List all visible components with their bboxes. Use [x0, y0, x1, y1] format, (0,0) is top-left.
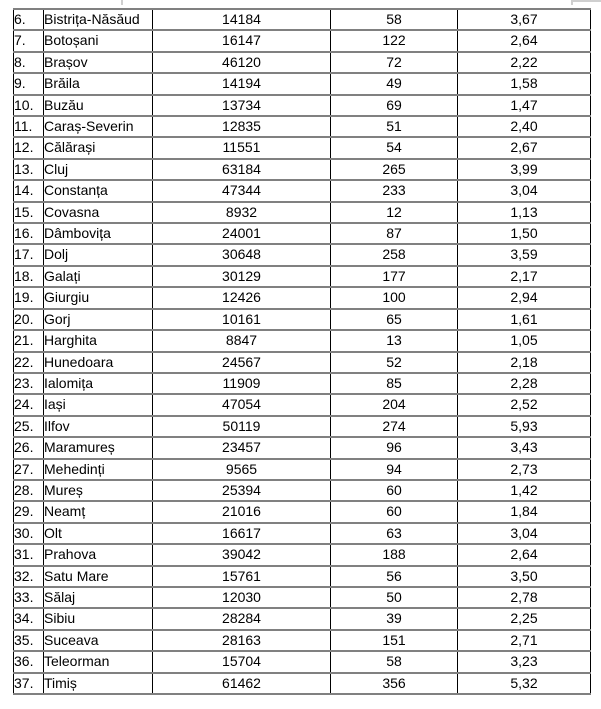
cell-county-name: Suceava — [44, 630, 153, 651]
cell-row-number: 19. — [14, 287, 44, 308]
cell-value-3: 2,78 — [458, 587, 591, 608]
cell-value-3: 2,28 — [458, 373, 591, 394]
cell-county-name: Covasna — [44, 202, 153, 223]
cell-value-2: 151 — [331, 630, 458, 651]
cell-value-1: 28284 — [153, 608, 331, 629]
cell-value-2: 265 — [331, 159, 458, 180]
table-body — [14, 9, 591, 694]
cell-value-3: 1,05 — [458, 330, 591, 351]
cell-row-number: 35. — [14, 630, 44, 651]
cell-row-number: 28. — [14, 480, 44, 501]
cell-value-3: 2,17 — [458, 266, 591, 287]
cell-value-1: 21016 — [153, 501, 331, 522]
table-row — [14, 544, 591, 565]
cell-county-name: Timiș — [44, 673, 153, 694]
table-row — [14, 416, 591, 437]
cell-row-number: 13. — [14, 159, 44, 180]
cell-county-name: Caraș-Severin — [44, 116, 153, 137]
table-row — [14, 523, 591, 544]
cell-value-1: 61462 — [153, 673, 331, 694]
cell-value-1: 16617 — [153, 523, 331, 544]
cell-county-name: Sibiu — [44, 608, 153, 629]
cell-value-2: 72 — [331, 52, 458, 73]
cell-value-2: 50 — [331, 587, 458, 608]
cell-value-2: 177 — [331, 266, 458, 287]
cell-value-1: 30648 — [153, 244, 331, 265]
cell-county-name: Hunedoara — [44, 352, 153, 373]
cell-value-3: 5,32 — [458, 673, 591, 694]
cell-row-number: 12. — [14, 137, 44, 158]
cell-value-2: 65 — [331, 309, 458, 330]
cell-value-1: 28163 — [153, 630, 331, 651]
cell-row-number: 25. — [14, 416, 44, 437]
cell-value-3: 3,04 — [458, 180, 591, 201]
cell-county-name: Călărași — [44, 137, 153, 158]
table-row — [14, 330, 591, 351]
cell-value-2: 122 — [331, 30, 458, 51]
cell-value-2: 51 — [331, 116, 458, 137]
cell-value-1: 9565 — [153, 459, 331, 480]
cell-value-1: 24567 — [153, 352, 331, 373]
cell-row-number: 29. — [14, 501, 44, 522]
cell-value-3: 3,04 — [458, 523, 591, 544]
cell-value-1: 11551 — [153, 137, 331, 158]
cell-value-3: 1,61 — [458, 309, 591, 330]
cell-value-1: 8932 — [153, 202, 331, 223]
table-row — [14, 480, 591, 501]
cropped-table-remnant-line — [571, 0, 601, 2]
cell-value-3: 3,59 — [458, 244, 591, 265]
cell-value-3: 2,67 — [458, 137, 591, 158]
cell-value-3: 2,94 — [458, 287, 591, 308]
cell-value-3: 3,43 — [458, 437, 591, 458]
cell-county-name: Prahova — [44, 544, 153, 565]
cell-value-1: 15761 — [153, 566, 331, 587]
cell-county-name: Satu Mare — [44, 566, 153, 587]
cell-value-1: 12030 — [153, 587, 331, 608]
cell-row-number: 30. — [14, 523, 44, 544]
cell-row-number: 33. — [14, 587, 44, 608]
cell-county-name: Ilfov — [44, 416, 153, 437]
cell-value-3: 2,52 — [458, 394, 591, 415]
cell-row-number: 22. — [14, 352, 44, 373]
cell-value-3: 2,64 — [458, 30, 591, 51]
table-row — [14, 52, 591, 73]
cell-value-3: 3,23 — [458, 651, 591, 672]
cell-value-1: 46120 — [153, 52, 331, 73]
cell-value-2: 58 — [331, 651, 458, 672]
table-row — [14, 352, 591, 373]
cell-row-number: 11. — [14, 116, 44, 137]
cell-value-2: 85 — [331, 373, 458, 394]
cell-county-name: Gorj — [44, 309, 153, 330]
cell-row-number: 36. — [14, 651, 44, 672]
county-statistics-table — [13, 8, 591, 695]
table-row — [14, 651, 591, 672]
cell-row-number: 15. — [14, 202, 44, 223]
cell-value-2: 13 — [331, 330, 458, 351]
cell-value-3: 3,67 — [458, 9, 591, 30]
cell-county-name: Olt — [44, 523, 153, 544]
cell-value-1: 39042 — [153, 544, 331, 565]
cell-row-number: 10. — [14, 95, 44, 116]
cell-county-name: Mehedinți — [44, 459, 153, 480]
cell-county-name: Dolj — [44, 244, 153, 265]
cell-value-1: 47344 — [153, 180, 331, 201]
cell-value-1: 15704 — [153, 651, 331, 672]
cell-value-3: 2,40 — [458, 116, 591, 137]
table-row — [14, 566, 591, 587]
table-row — [14, 95, 591, 116]
cell-row-number: 26. — [14, 437, 44, 458]
cell-county-name: Botoșani — [44, 30, 153, 51]
table-row — [14, 202, 591, 223]
cell-county-name: Galați — [44, 266, 153, 287]
cell-value-2: 49 — [331, 73, 458, 94]
table-row — [14, 116, 591, 137]
cell-value-3: 3,50 — [458, 566, 591, 587]
table-row — [14, 223, 591, 244]
cell-county-name: Brăila — [44, 73, 153, 94]
cell-value-2: 56 — [331, 566, 458, 587]
cell-row-number: 14. — [14, 180, 44, 201]
cell-value-2: 204 — [331, 394, 458, 415]
table-row — [14, 30, 591, 51]
cell-county-name: Mureș — [44, 480, 153, 501]
cell-value-1: 13734 — [153, 95, 331, 116]
cell-row-number: 17. — [14, 244, 44, 265]
cell-row-number: 37. — [14, 673, 44, 694]
cell-value-2: 54 — [331, 137, 458, 158]
cell-county-name: Constanța — [44, 180, 153, 201]
cell-value-3: 2,18 — [458, 352, 591, 373]
table-row — [14, 287, 591, 308]
cell-value-3: 3,99 — [458, 159, 591, 180]
cell-row-number: 18. — [14, 266, 44, 287]
cell-value-1: 30129 — [153, 266, 331, 287]
table-row — [14, 608, 591, 629]
cell-county-name: Buzău — [44, 95, 153, 116]
cell-value-2: 94 — [331, 459, 458, 480]
table-row — [14, 137, 591, 158]
cell-value-2: 100 — [331, 287, 458, 308]
cell-value-2: 274 — [331, 416, 458, 437]
table-row — [14, 437, 591, 458]
cell-value-3: 1,58 — [458, 73, 591, 94]
cell-value-1: 12426 — [153, 287, 331, 308]
cell-value-3: 5,93 — [458, 416, 591, 437]
cell-value-2: 188 — [331, 544, 458, 565]
cell-value-3: 2,25 — [458, 608, 591, 629]
cell-row-number: 7. — [14, 30, 44, 51]
cell-county-name: Neamț — [44, 501, 153, 522]
table-row — [14, 630, 591, 651]
cell-row-number: 8. — [14, 52, 44, 73]
cell-value-3: 1,42 — [458, 480, 591, 501]
cell-value-3: 2,71 — [458, 630, 591, 651]
cell-value-1: 25394 — [153, 480, 331, 501]
cell-value-1: 12835 — [153, 116, 331, 137]
cell-value-2: 52 — [331, 352, 458, 373]
cell-row-number: 32. — [14, 566, 44, 587]
cell-value-1: 16147 — [153, 30, 331, 51]
cell-row-number: 6. — [14, 9, 44, 30]
cell-value-2: 258 — [331, 244, 458, 265]
cell-value-1: 8847 — [153, 330, 331, 351]
cell-row-number: 27. — [14, 459, 44, 480]
cell-value-2: 39 — [331, 608, 458, 629]
cell-value-1: 14184 — [153, 9, 331, 30]
cell-value-3: 2,22 — [458, 52, 591, 73]
cell-value-1: 63184 — [153, 159, 331, 180]
cell-row-number: 16. — [14, 223, 44, 244]
cell-value-3: 2,64 — [458, 544, 591, 565]
table-row — [14, 244, 591, 265]
cell-value-3: 1,47 — [458, 95, 591, 116]
table-row — [14, 180, 591, 201]
cell-value-1: 47054 — [153, 394, 331, 415]
table-row — [14, 73, 591, 94]
table-row — [14, 394, 591, 415]
cell-county-name: Iași — [44, 394, 153, 415]
cell-value-3: 1,13 — [458, 202, 591, 223]
cell-value-2: 96 — [331, 437, 458, 458]
cell-county-name: Ialomița — [44, 373, 153, 394]
cell-value-1: 10161 — [153, 309, 331, 330]
cell-row-number: 31. — [14, 544, 44, 565]
cell-value-3: 1,84 — [458, 501, 591, 522]
table-row — [14, 501, 591, 522]
cell-county-name: Cluj — [44, 159, 153, 180]
cell-row-number: 23. — [14, 373, 44, 394]
cell-county-name: Dâmbovița — [44, 223, 153, 244]
cell-row-number: 20. — [14, 309, 44, 330]
table-row — [14, 673, 591, 694]
cell-row-number: 24. — [14, 394, 44, 415]
cell-county-name: Harghita — [44, 330, 153, 351]
table-row — [14, 373, 591, 394]
cell-value-2: 356 — [331, 673, 458, 694]
cell-value-2: 63 — [331, 523, 458, 544]
cell-county-name: Maramureș — [44, 437, 153, 458]
cell-value-1: 24001 — [153, 223, 331, 244]
cell-value-1: 14194 — [153, 73, 331, 94]
cell-row-number: 21. — [14, 330, 44, 351]
cell-value-2: 69 — [331, 95, 458, 116]
cell-county-name: Teleorman — [44, 651, 153, 672]
cropped-table-remnant-line — [121, 0, 123, 5]
cell-value-3: 2,73 — [458, 459, 591, 480]
cell-value-2: 12 — [331, 202, 458, 223]
cell-county-name: Sălaj — [44, 587, 153, 608]
table-row — [14, 587, 591, 608]
cell-value-1: 50119 — [153, 416, 331, 437]
cell-row-number: 34. — [14, 608, 44, 629]
cell-value-2: 60 — [331, 501, 458, 522]
cell-value-2: 58 — [331, 9, 458, 30]
cell-county-name: Brașov — [44, 52, 153, 73]
cell-value-2: 233 — [331, 180, 458, 201]
cell-value-1: 11909 — [153, 373, 331, 394]
cell-county-name: Bistrița-Năsăud — [44, 9, 153, 30]
cell-value-2: 87 — [331, 223, 458, 244]
table-row — [14, 9, 591, 30]
table-row — [14, 159, 591, 180]
table-row — [14, 309, 591, 330]
cell-value-2: 60 — [331, 480, 458, 501]
cell-row-number: 9. — [14, 73, 44, 94]
cell-value-3: 1,50 — [458, 223, 591, 244]
cell-county-name: Giurgiu — [44, 287, 153, 308]
table-row — [14, 459, 591, 480]
cell-value-1: 23457 — [153, 437, 331, 458]
table-row — [14, 266, 591, 287]
